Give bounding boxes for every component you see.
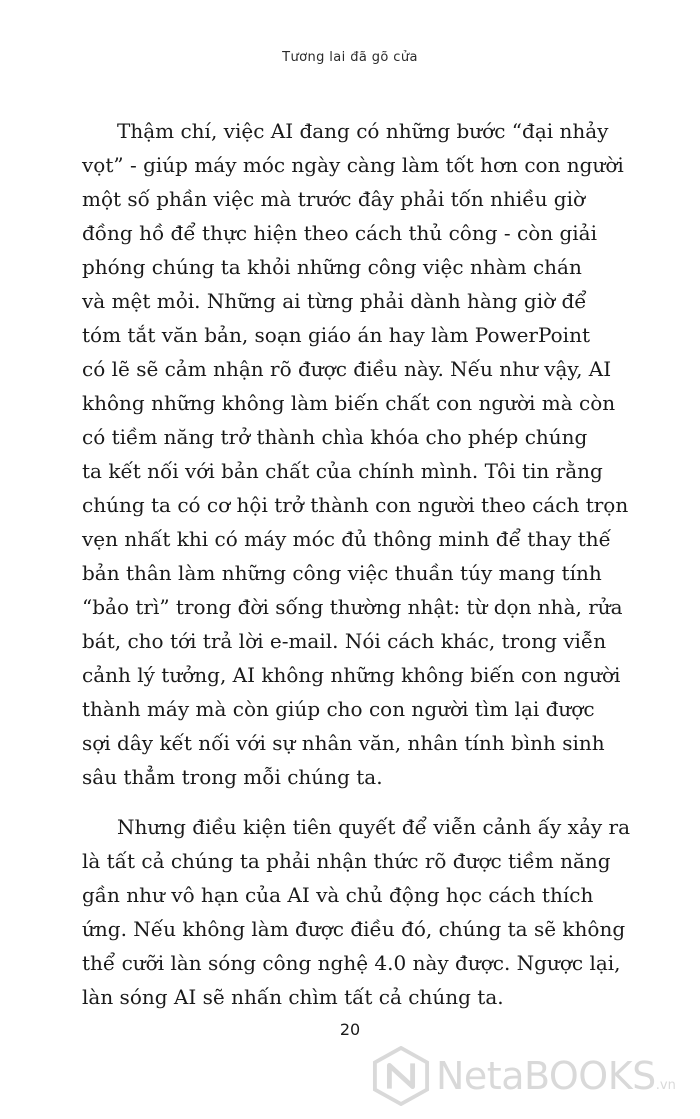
text-line: có lẽ sẽ cảm nhận rõ được điều này. Nếu như vậy, AI (82, 357, 612, 381)
text-line: bản thân làm những công việc thuần túy mang tính (82, 561, 602, 585)
text-line: đồng hồ để thực hiện theo cách thủ công - còn giải (82, 221, 597, 245)
text-line: ta kết nối với bản chất của chính mình. Tôi tin rằng (82, 459, 603, 483)
watermark (372, 1044, 692, 1108)
text-line: phóng chúng ta khỏi những công việc nhàm chán (82, 255, 582, 279)
text-line: vọt” - giúp máy móc ngày càng làm tốt hơn con người (82, 153, 624, 177)
paragraph-1 (82, 114, 629, 794)
text-line: một số phần việc mà trước đây phải tốn nhiều giờ (82, 187, 586, 211)
text-line: cảnh lý tưởng, AI không những không biến con người (82, 663, 621, 687)
body-text (82, 114, 631, 1014)
text-line: gần như vô hạn của AI và chủ động học cách thích (82, 883, 594, 907)
text-line: Nhưng điều kiện tiên quyết để viễn cảnh ấy xảy ra (117, 815, 631, 839)
text-line: “bảo trì” trong đời sống thường nhật: từ dọn nhà, rửa (82, 595, 623, 619)
text-line: làn sóng AI sẽ nhấn chìm tất cả chúng ta. (82, 985, 504, 1009)
text-line: có tiềm năng trở thành chìa khóa cho phép chúng (82, 425, 588, 449)
text-line: không những không làm biến chất con người mà còn (82, 391, 616, 415)
text-line: chúng ta có cơ hội trở thành con người theo cách trọn (82, 493, 629, 517)
netabooks-logo-icon (372, 1046, 430, 1106)
text-line: tóm tắt văn bản, soạn giáo án hay làm PowerPoint (82, 323, 590, 347)
watermark-brand-name: NetaBOOKS (436, 1054, 656, 1098)
text-line: bát, cho tới trả lời e-mail. Nói cách khác, trong viễn (82, 629, 607, 653)
running-header-title: Tương lai đã gõ cửa (282, 50, 418, 65)
text-line: thành máy mà còn giúp cho con người tìm lại được (82, 697, 595, 721)
text-line: sâu thẳm trong mỗi chúng ta. (82, 765, 383, 789)
text-line: là tất cả chúng ta phải nhận thức rõ được tiềm năng (82, 849, 611, 873)
text-line: ứng. Nếu không làm được điều đó, chúng ta sẽ không (82, 917, 626, 941)
page-number: 20 (339, 1020, 361, 1039)
paragraph-2 (82, 810, 631, 1014)
text-line: vẹn nhất khi có máy móc đủ thông minh để thay thế (82, 527, 611, 551)
text-line: sợi dây kết nối với sự nhân văn, nhân tính bình sinh (82, 731, 605, 755)
watermark-brand (436, 1054, 676, 1098)
text-line: Thậm chí, việc AI đang có những bước “đại nhảy (117, 119, 609, 143)
text-line: thể cưỡi làn sóng công nghệ 4.0 này được. Ngược lại, (82, 951, 621, 975)
watermark-suffix: .vn (655, 1078, 676, 1093)
text-line: và mệt mỏi. Những ai từng phải dành hàng giờ để (82, 289, 587, 313)
